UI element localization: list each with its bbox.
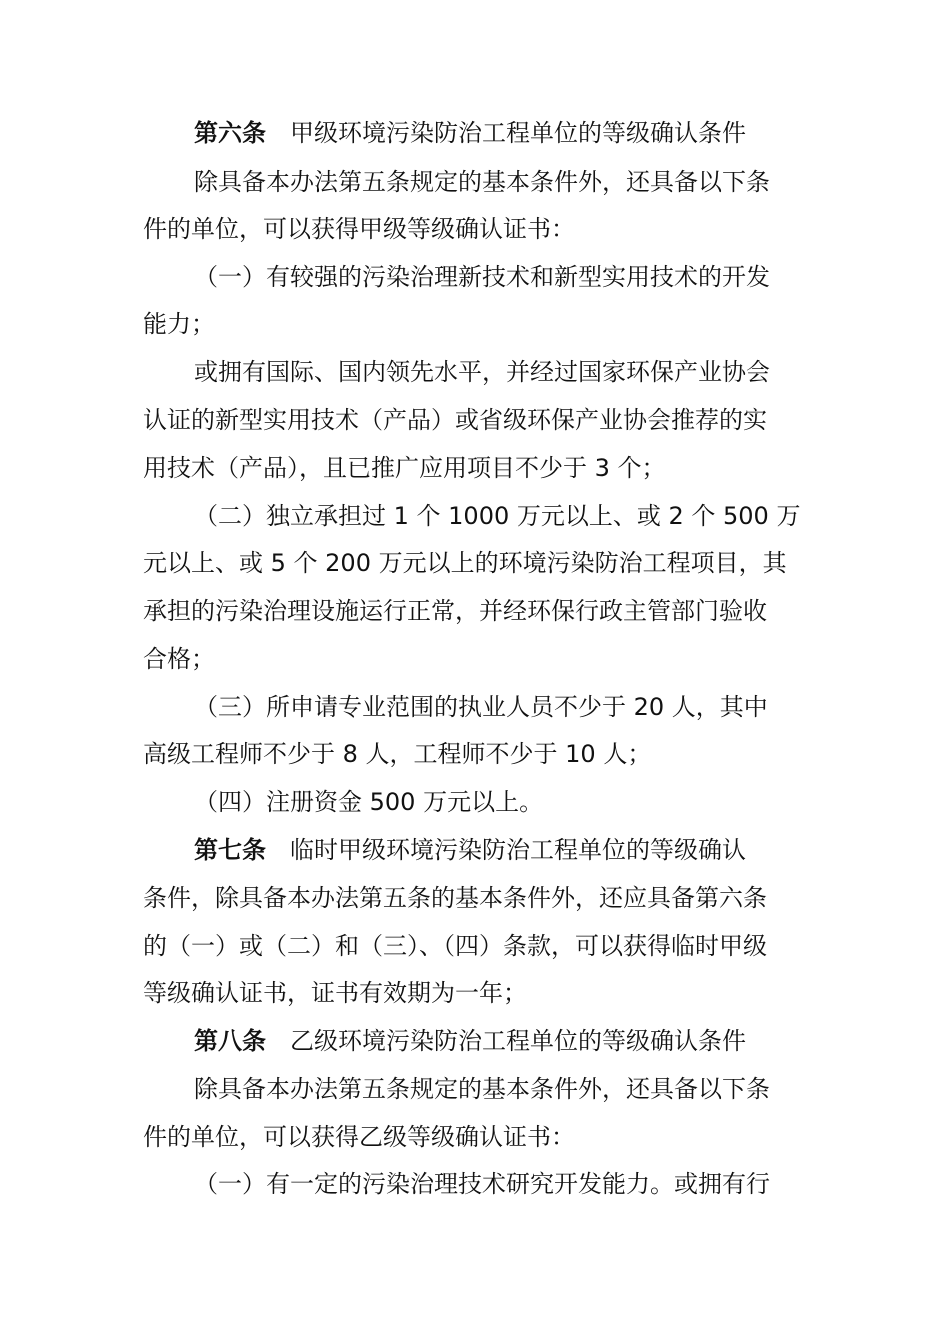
- text-line: 高级工程师不少于 8 人，工程师不少于 10 人；: [143, 740, 652, 768]
- text-line: （一）有一定的污染治理技术研究开发能力。或拥有行: [194, 1170, 770, 1198]
- text-line: 能力；: [143, 310, 215, 338]
- text-line: 的（一）或（二）和（三）、（四）条款，可以获得临时甲级: [143, 932, 767, 960]
- text-line: 件的单位，可以获得乙级等级确认证书：: [143, 1123, 575, 1151]
- text-line: 合格；: [143, 645, 215, 673]
- article-8-subject: 乙级环境污染防治工程单位的等级确认条件: [290, 1027, 746, 1055]
- article-7-heading: 第七条: [194, 836, 266, 864]
- text-line: （二）独立承担过 1 个 1000 万元以上、或 2 个 500 万: [194, 502, 801, 530]
- text-line: 或拥有国际、国内领先水平，并经过国家环保产业协会: [194, 358, 770, 386]
- text-line: 元以上、或 5 个 200 万元以上的环境污染防治工程项目，其: [143, 549, 787, 577]
- article-7-subject: 临时甲级环境污染防治工程单位的等级确认: [290, 836, 746, 864]
- text-line: 条件，除具备本办法第五条的基本条件外，还应具备第六条: [143, 884, 767, 912]
- text-line: 用技术（产品），且已推广应用项目不少于 3 个；: [143, 454, 666, 482]
- article-7-title: [194, 833, 894, 867]
- text-line: 除具备本办法第五条规定的基本条件外，还具备以下条: [194, 1075, 770, 1103]
- text-line: 等级确认证书，证书有效期为一年；: [143, 979, 527, 1007]
- article-6-title: [194, 116, 894, 150]
- text-line: （一）有较强的污染治理新技术和新型实用技术的开发: [194, 263, 770, 291]
- text-line: 认证的新型实用技术（产品）或省级环保产业协会推荐的实: [143, 406, 767, 434]
- text-line: （四）注册资金 500 万元以上。: [194, 788, 544, 816]
- text-line: （三）所申请专业范围的执业人员不少于 20 人，其中: [194, 693, 768, 721]
- article-8-title: [194, 1024, 894, 1058]
- text-line: 承担的污染治理设施运行正常，并经环保行政主管部门验收: [143, 597, 767, 625]
- text-line: 件的单位，可以获得甲级等级确认证书：: [143, 215, 575, 243]
- text-line: 除具备本办法第五条规定的基本条件外，还具备以下条: [194, 168, 770, 196]
- article-6-subject: 甲级环境污染防治工程单位的等级确认条件: [290, 119, 746, 147]
- article-8-heading: 第八条: [194, 1027, 266, 1055]
- article-6-heading: 第六条: [194, 119, 266, 147]
